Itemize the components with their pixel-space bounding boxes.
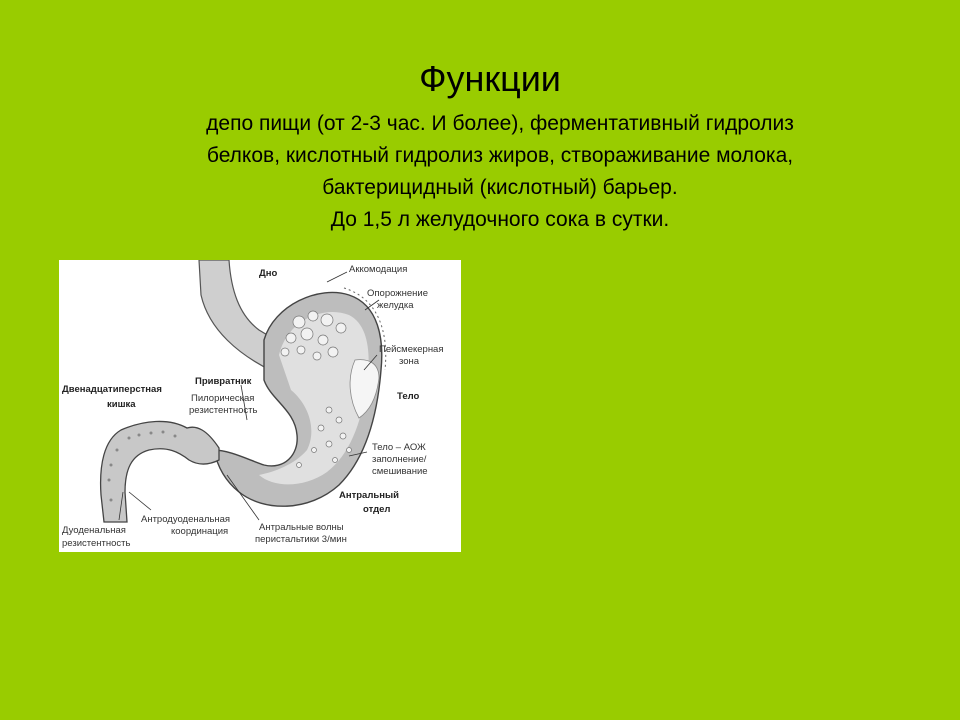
label-pyloric-res-1: Пилорическая [191,393,255,404]
label-accommodation: Аккомодация [349,264,408,275]
label-pacemaker-2: зона [399,356,420,367]
duodenum [101,421,219,522]
label-duodenum-1: Двенадцатиперстная [62,384,162,395]
label-emptying-1: Опорожнение [367,288,428,299]
label-body: Тело [397,391,420,402]
label-antral-1: Антральный [339,490,399,501]
body-line-3: бактерицидный (кислотный) барьер. [322,176,678,199]
label-pyloric-res-2: резистентность [189,405,258,416]
label-body-aoj-3: смешивание [372,466,428,477]
label-body-aoj-2: заполнение/ [372,454,427,465]
label-duodenum-2: кишка [107,399,136,410]
label-duodenal-res-2: резистентность [62,538,131,549]
slide-title: Функции [419,58,561,99]
label-fundus: Дно [259,268,278,279]
label-pylorus: Привратник [195,376,252,387]
label-duodenal-res-1: Дуоденальная [62,525,126,536]
label-pacemaker-1: Пейсмекерная [379,344,444,355]
label-antroduod-2: координация [171,526,229,537]
stomach-diagram [59,260,461,552]
label-antral-waves-1: Антральные волны [259,522,344,533]
label-body-aoj-1: Тело – АОЖ [372,442,426,453]
label-antral-2: отдел [363,504,391,515]
label-emptying-2: желудка [377,300,414,311]
slide-body-text [60,108,940,236]
body-line-2: белков, кислотный гидролиз жиров, створаживание молока, [206,144,794,167]
body-line-4: До 1,5 л желудочного сока в сутки. [330,208,670,231]
label-antroduod-1: Антродуоденальная [141,514,231,525]
label-antral-waves-2: перистальтики 3/мин [255,534,347,545]
body-line-1: депо пищи (от 2-3 час. И более), ферментативный гидролиз [206,112,794,135]
